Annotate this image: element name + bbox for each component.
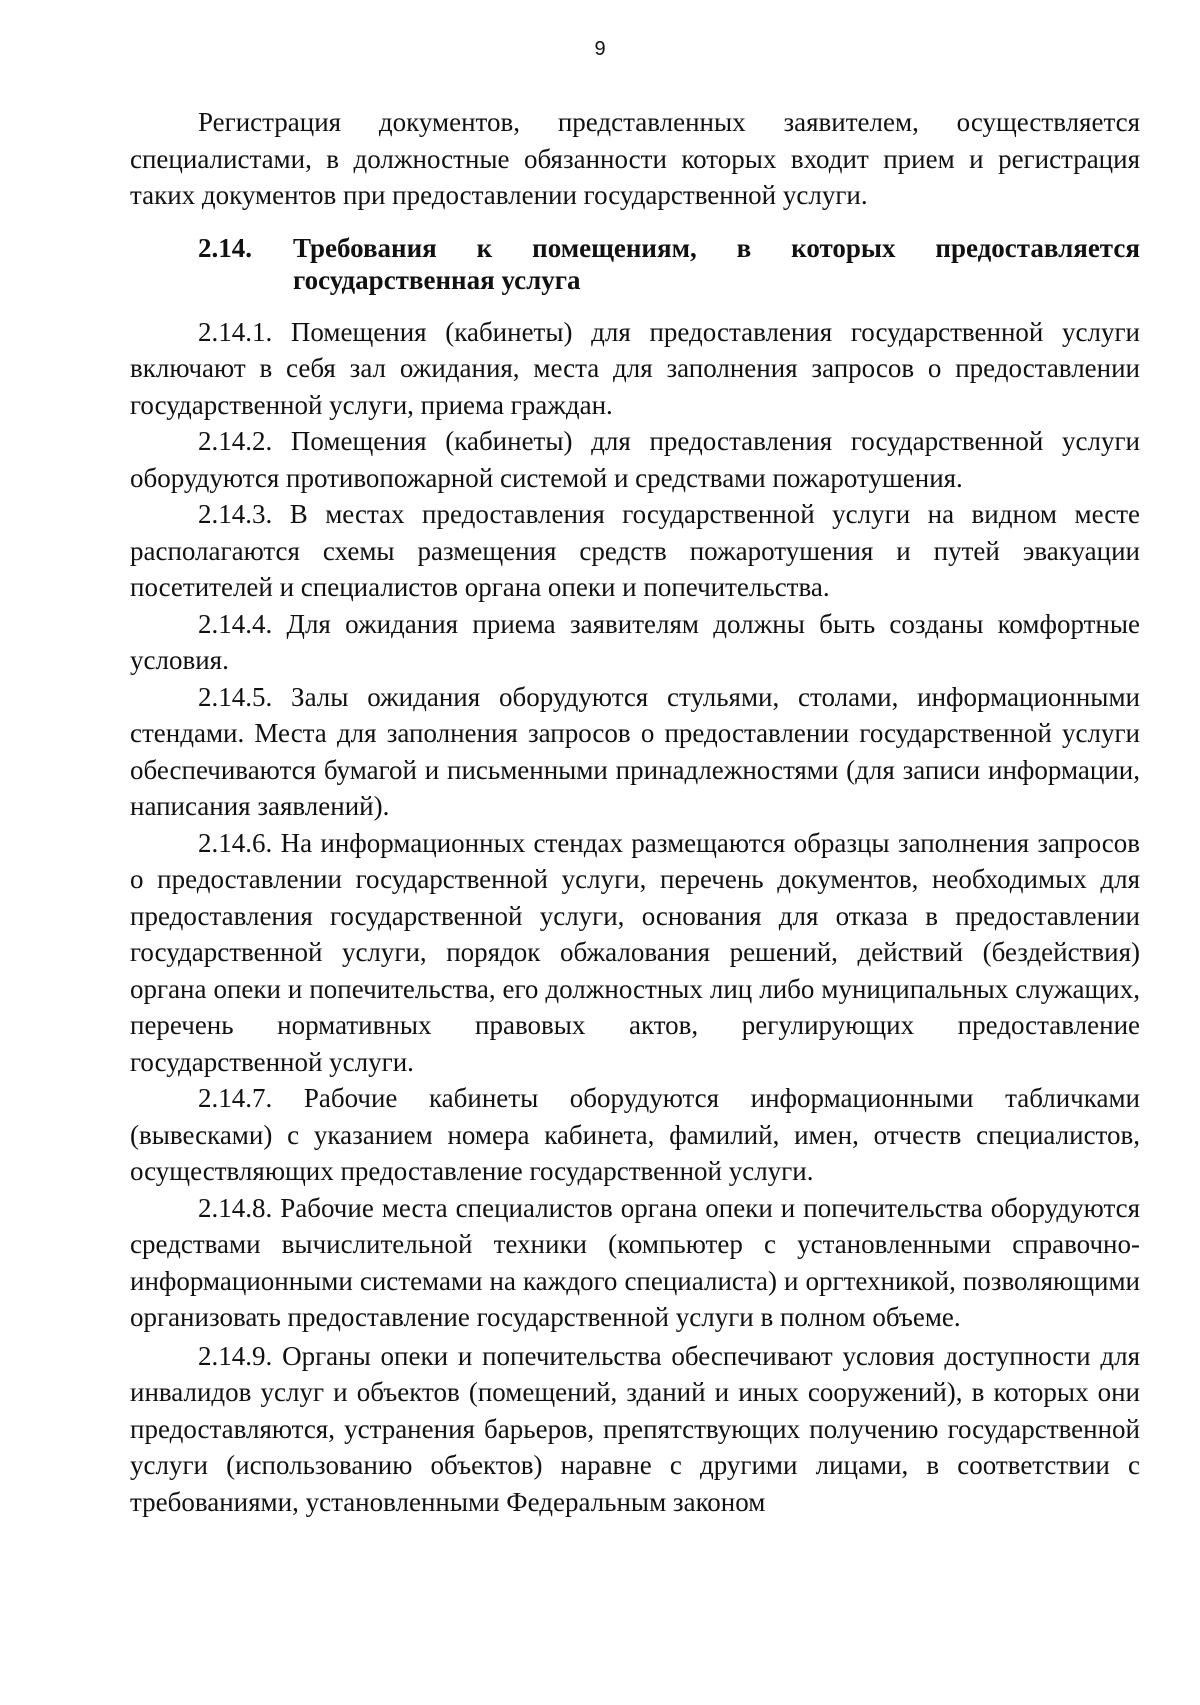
section-title bbox=[293, 232, 1140, 296]
section-title-line2: государственная услуга bbox=[293, 264, 581, 295]
page-number: 9 bbox=[594, 38, 606, 60]
intro-paragraph: Регистрация документов, представленных заявителем, осуществляется специалистами, в должностные обязанности которых входит прием и регистрация таких документов при предоставлении государственной услуги. bbox=[130, 107, 1140, 210]
paragraph-2-14-3: 2.14.3. В местах предоставления государственной услуги на видном месте располагаются схемы размещения средств пожаротушения и путей эвакуации посетителей и специалистов органа опеки и попечительства. bbox=[130, 499, 1140, 602]
paragraph-2-14-6: 2.14.6. На информационных стендах размещаются образцы заполнения запросов о предоставлении государственной услуги, перечень документов, необходимых для предоставления государственной услуги, основания для отказа в предоставлении государственной услуги, порядок обжалования решений, действий (бездействия) органа опеки и попечительства, его должностных лиц либо муниципальных служащих, перечень нормативных правовых актов, регулирующих предоставление государственной услуги. bbox=[130, 827, 1140, 1077]
paragraph-2-14-8: 2.14.8. Рабочие места специалистов органа опеки и попечительства оборудуются средствами вычислительной техники (компьютер с установленными справочно-информационными системами на каждого специалиста) и оргтехникой, позволяющими организовать предоставление государственной услуги в полном объеме. bbox=[130, 1192, 1140, 1332]
paragraph-2-14-9: 2.14.9. Органы опеки и попечительства обеспечивают условия доступности для инвалидов услуг и объектов (помещений, зданий и иных сооружений), в которых они предоставляются, устранения барьеров, препятствующих получению государственной услуги (использованию объектов) наравне с другими лицами, в соответствии с требованиями, установленными Федеральным законом bbox=[130, 1340, 1140, 1517]
section-title-line1: Требования к помещениям, в которых предоставляется bbox=[293, 232, 1140, 263]
paragraph-2-14-1: 2.14.1. Помещения (кабинеты) для предоставления государственной услуги включают в себя зал ожидания, места для заполнения запросов о предоставлении государственной услуги, приема граждан. bbox=[130, 316, 1140, 420]
paragraph-2-14-2: 2.14.2. Помещения (кабинеты) для предоставления государственной услуги оборудуются противопожарной системой и средствами пожаротушения. bbox=[130, 426, 1140, 493]
section-number: 2.14. bbox=[198, 232, 252, 263]
document-body bbox=[130, 104, 1140, 1520]
paragraph-2-14-7: 2.14.7. Рабочие кабинеты оборудуются информационными табличками (вывесками) с указанием номера кабинета, фамилий, имен, отчеств специалистов, осуществляющих предоставление государственной услуги. bbox=[130, 1083, 1140, 1186]
paragraph-2-14-5: 2.14.5. Залы ожидания оборудуются стульями, столами, информационными стендами. Места для заполнения запросов о предоставлении государственной услуги обеспечиваются бумагой и письменными принадлежностями (для записи информации, написания заявлений). bbox=[130, 681, 1140, 821]
paragraph-2-14-4: 2.14.4. Для ожидания приема заявителям должны быть созданы комфортные условия. bbox=[130, 608, 1140, 675]
section-heading bbox=[130, 232, 1140, 296]
